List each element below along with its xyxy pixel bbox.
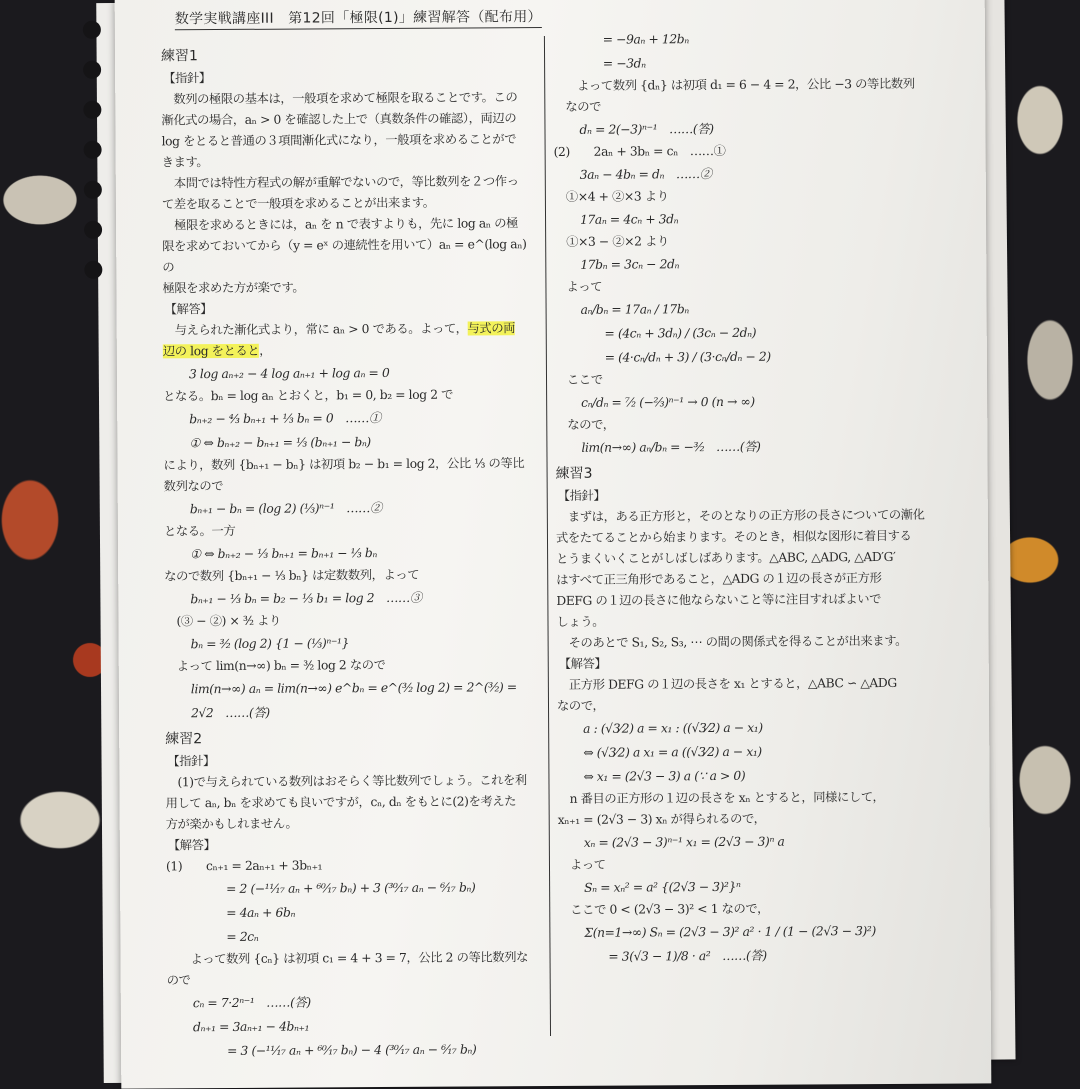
line-text: 3aₙ − 4bₙ = dₙ ……② [580,167,712,182]
line-text: 正方形 DEFG の１辺の長さを x₁ とすると，△ABC ∽ △ADG [569,676,897,692]
line-text: なので数列 {bₙ₊₁ − ¹⁄₃ bₙ} は定数数列，よって [164,568,419,584]
math-line [167,1037,543,1063]
text-line [166,812,542,835]
line-text: ⇔ x₁ = (2√3 − 3) a (∵ a > 0) [583,769,745,784]
line-text: なので， [557,699,604,713]
text-line [162,213,538,236]
text-line [162,150,538,173]
text-line [556,568,956,591]
text-line [165,770,541,793]
math-line [165,630,541,656]
line-text: = (4·cₙ/dₙ + 3) / (3·cₙ/dₙ − 2) [581,350,771,365]
line-text: 与えられた漸化式より，常に aₙ > 0 である。よって， [175,322,468,338]
text-line [554,230,954,253]
binder-hole [84,221,102,239]
text-line [556,526,956,549]
line-text: 用して aₙ, bₙ を求めても良いですが，cₙ, dₙ をもとに(2)を考えた [166,794,517,810]
text-line [163,339,539,362]
line-text: 17aₙ = 4cₙ + 3dₙ [580,212,678,227]
math-line [553,50,953,76]
text-line [555,413,955,436]
answer-sheet [115,0,992,1089]
text-line [162,192,538,215]
math-line [163,429,539,455]
line-text: aₙ/bₙ = 17aₙ / 17bₙ [581,302,689,317]
line-text: ①×4 + ②×3 より [566,189,669,204]
math-line [167,1013,543,1039]
line-text: なので [565,100,601,114]
text-line [163,453,539,476]
math-line [167,989,543,1015]
math-line [555,434,955,460]
line-text: 漸化式の場合，aₙ > 0 を確認した上で（真数条件の確認），両辺の [161,111,516,127]
line-text: なので， [567,418,614,432]
text-line [557,631,957,654]
line-text: 数列なので [164,479,224,493]
text-line [164,564,540,587]
text-line [558,787,958,810]
line-text: 方が楽かもしれません。 [166,817,298,832]
text-line [555,368,955,391]
text-line [556,547,956,570]
text-line [554,185,954,208]
line-text: n 番目の正方形の１辺の長さを xₙ とすると，同様にして， [570,790,885,806]
line-text: まずは，ある正方形と，そのとなりの正方形の長さについての漸化 [568,508,925,524]
line-text: て差を取ることで一般項を求めることが出来ます。 [162,196,435,212]
binder-hole [83,101,101,119]
text-line [558,853,958,876]
math-line [163,405,539,431]
line-text: 3 log aₙ₊₂ − 4 log aₙ₊₁ + log aₙ = 0 [189,366,389,381]
line-text: xₙ = (2√3 − 3)ⁿ⁻¹ x₁ = (2√3 − 3)ⁿ a [584,835,785,850]
line-text: 本問では特性方程式の解が重解でないので，等比数列を２つ作っ [174,174,519,190]
line-text: 練習3 [556,466,593,482]
line-text: ここで [567,373,603,387]
line-text: よって数列 {cₙ} は初項 c₁ = 4 + 3 = 7，公比 2 の等比数列な [179,950,529,966]
text-line [554,140,954,163]
binder-hole [83,21,101,39]
text-line [558,808,958,831]
text-line [161,129,537,152]
text-line [161,87,537,110]
math-line [555,389,955,415]
math-line [557,715,957,741]
section-heading [165,726,541,751]
highlighted-text: 辺の log をとると [163,344,260,359]
line-text: cₙ = 7·2ⁿ⁻¹ ……(答) [193,995,311,1010]
right-column [553,26,959,969]
math-line [166,875,542,901]
text-line [163,384,539,407]
math-line [554,206,954,232]
line-text: a : (√3⁄2) a = x₁ : ((√3⁄2) a − x₁) [583,721,763,736]
line-text: ① ⇔ bₙ₊₂ − bₙ₊₁ = ¹⁄₃ (bₙ₊₁ − bₙ) [189,435,371,450]
line-text: = 2cₙ [226,930,258,944]
line-text: (2) 2aₙ + 3bₙ = cₙ ……① [554,144,726,159]
math-line [553,116,953,142]
line-text: (③ − ②) × ³⁄₂ より [176,614,281,629]
binder-hole [83,61,101,79]
math-line [558,829,958,855]
line-text: 練習1 [161,48,198,64]
math-line [555,344,955,370]
text-line [553,95,953,118]
line-text: bₙ = ³⁄₂ (log 2) {1 − (¹⁄₃)ⁿ⁻¹} [191,636,349,651]
line-text: 極限を求めた方が楽です。 [162,281,304,296]
text-line [558,898,958,921]
text-line [166,833,542,856]
line-text: cₙ/dₙ = ⁷⁄₂ (−²⁄₃)ⁿ⁻¹ → 0 (n → ∞) [581,395,755,410]
line-text: よって lim(n→∞) bₙ = ³⁄₂ log 2 なので [177,658,386,673]
line-text: = 4aₙ + 6bₙ [226,906,295,920]
line-text: ここで 0 < (2√3 − 3)² < 1 なので， [570,902,769,917]
text-line [556,610,956,633]
line-text: xₙ₊₁ = (2√3 − 3) xₙ が得られるので， [558,812,766,827]
line-text: ので [167,973,191,987]
line-text: bₙ₊₂ − ⁴⁄₃ bₙ₊₁ + ¹⁄₃ bₙ = 0 ……① [189,411,381,426]
text-line [162,276,538,299]
math-line [557,739,957,765]
section-heading [556,461,956,486]
column-divider [544,36,551,1036]
text-line [164,519,540,542]
text-line [162,234,538,278]
math-line [557,763,957,789]
math-line [558,919,958,945]
math-line [553,26,953,52]
line-text: により，数列 {bₙ₊₁ − bₙ} は初項 b₂ − b₁ = log 2，公比 ¹⁄₃ の等比 [163,456,524,472]
math-line [165,675,541,725]
math-line [164,495,540,521]
line-text: Sₙ = xₙ² = a² {(2√3 − 3)²}ⁿ [584,880,741,895]
text-line [167,968,543,991]
line-text: 式をたてることから始まります。そのとき，相似な図形に着目する [556,529,912,545]
math-line [554,251,954,277]
text-line [166,854,542,877]
text-line [161,66,537,89]
math-line [558,943,958,969]
math-line [555,320,955,346]
line-text: (1) cₙ₊₁ = 2aₙ₊₁ + 3bₙ₊₁ [166,858,322,873]
math-line [164,540,540,566]
left-column [161,40,543,1063]
line-text: きます。 [162,155,209,169]
line-text: 練習2 [165,731,202,747]
line-text: とうまくいくことがしばしばあります。△ABC, △ADG, △AD′G′ [556,550,895,566]
line-text: = 2 (−¹¹⁄₁₇ aₙ + ⁶⁰⁄₁₇ bₙ) + 3 (³⁰⁄₁₇ aₙ − ⁶⁄₁₇ bₙ) [226,880,475,896]
text-line [557,694,957,717]
text-line [165,654,541,677]
math-line [555,296,955,322]
line-text: はすべて正三角形であること，△ADG の１辺の長さが正方形 [556,571,881,587]
line-text: ， [259,344,271,358]
line-text: 限を求めておいてから（y = eˣ の連続性を用いて）aₙ = e^(log aₙ) の [162,237,526,274]
line-text: = −9aₙ + 12bₙ [579,32,689,47]
line-text: 【解答】 [168,838,216,852]
text-line [556,484,956,507]
line-text: = −3dₙ [579,56,646,70]
line-text: lim(n→∞) aₙ/bₙ = −³⁄₂ ……(答) [581,440,760,455]
line-text: となる。一方 [164,524,235,538]
binder-hole [84,141,102,159]
line-text: log をとると普通の３項間漸化式になり，一般項を求めることがで [162,132,517,148]
line-text: bₙ₊₁ − bₙ = (log 2) (¹⁄₃)ⁿ⁻¹ ……② [190,501,382,516]
line-text: = 3 (−¹¹⁄₁₇ aₙ + ⁶⁰⁄₁₇ bₙ) − 4 (³⁰⁄₁₇ aₙ − ⁶⁄₁₇ bₙ) [227,1042,476,1058]
line-text: = (4cₙ + 3dₙ) / (3cₙ − 2dₙ) [581,326,756,341]
binder-hole [84,181,102,199]
line-text: 【解答】 [559,657,607,671]
math-line [163,360,539,386]
line-text: 数列の極限の基本は，一般項を求めて極限を取ることです。この [173,90,517,106]
line-text: 【指針】 [163,71,211,85]
line-text: 【指針】 [167,754,215,768]
line-text: Σ(n=1→∞) Sₙ = (2√3 − 3)² a² · 1 / (1 − (2√3 − 3)²) [584,924,876,940]
text-line [163,297,539,320]
line-text: lim(n→∞) aₙ = lim(n→∞) e^bₙ = e^(³⁄₂ log 2) = 2^(³⁄₂) = 2√2 ……(答) [191,680,517,720]
line-text: (1)で与えられている数列はおそらく等比数列でしょう。これを利 [177,773,526,789]
text-line [162,171,538,194]
line-text: そのあとで S₁, S₂, S₃, ⋯ の間の関係式を得ることが出来ます。 [569,634,907,650]
math-line [166,899,542,925]
text-line [165,749,541,772]
text-line [164,474,540,497]
line-text: = 3(√3 − 1)/8 · a² ……(答) [584,949,766,964]
line-text: しょう。 [556,615,604,629]
text-line [163,318,539,341]
text-line [161,108,537,131]
line-text: よって [566,280,602,294]
text-line [557,673,957,696]
math-line [164,585,540,611]
page-title: 数学実戦講座III 第12回「極限(1)」練習解答（配布用） [175,6,542,30]
line-text: ① ⇔ bₙ₊₂ − ¹⁄₃ bₙ₊₁ = bₙ₊₁ − ¹⁄₃ bₙ [190,546,377,561]
math-line [554,161,954,187]
line-text: dₙ = 2(−3)ⁿ⁻¹ ……(答) [579,122,713,137]
text-line [556,589,956,612]
text-line [166,791,542,814]
line-text: となる。bₙ = log aₙ とおくと，b₁ = 0, b₂ = log 2 で [163,388,453,404]
line-text: よって [570,858,606,872]
math-line [166,923,542,949]
line-text: 17bₙ = 3cₙ − 2dₙ [580,257,679,272]
text-line [556,505,956,528]
text-line [166,947,542,970]
line-text: よって数列 {dₙ} は初項 d₁ = 6 − 4 = 2，公比 −3 の等比数列 [565,77,914,93]
line-text: 【指針】 [558,489,606,503]
line-text: dₙ₊₁ = 3aₙ₊₁ − 4bₙ₊₁ [193,1019,309,1034]
line-text: ⇔ (√3⁄2) a x₁ = a ((√3⁄2) a − x₁) [583,745,762,760]
text-line [554,275,954,298]
line-text: DEFG の１辺の長さに他ならないこと等に注目すればよいで [556,592,881,608]
math-line [558,874,958,900]
text-line [553,74,953,97]
line-text: bₙ₊₁ − ¹⁄₃ bₙ = b₂ − ¹⁄₃ b₁ = log 2 ……③ [190,591,421,606]
line-text: ①×3 − ②×2 より [566,234,669,249]
text-line [557,652,957,675]
highlighted-text: 与式の両 [467,321,515,335]
text-line [164,609,540,632]
line-text: 【解答】 [165,302,213,316]
section-heading [161,43,537,68]
binder-hole [84,261,102,279]
line-text: 極限を求めるときには，aₙ を n で表すよりも，先に log aₙ の極 [174,216,518,232]
